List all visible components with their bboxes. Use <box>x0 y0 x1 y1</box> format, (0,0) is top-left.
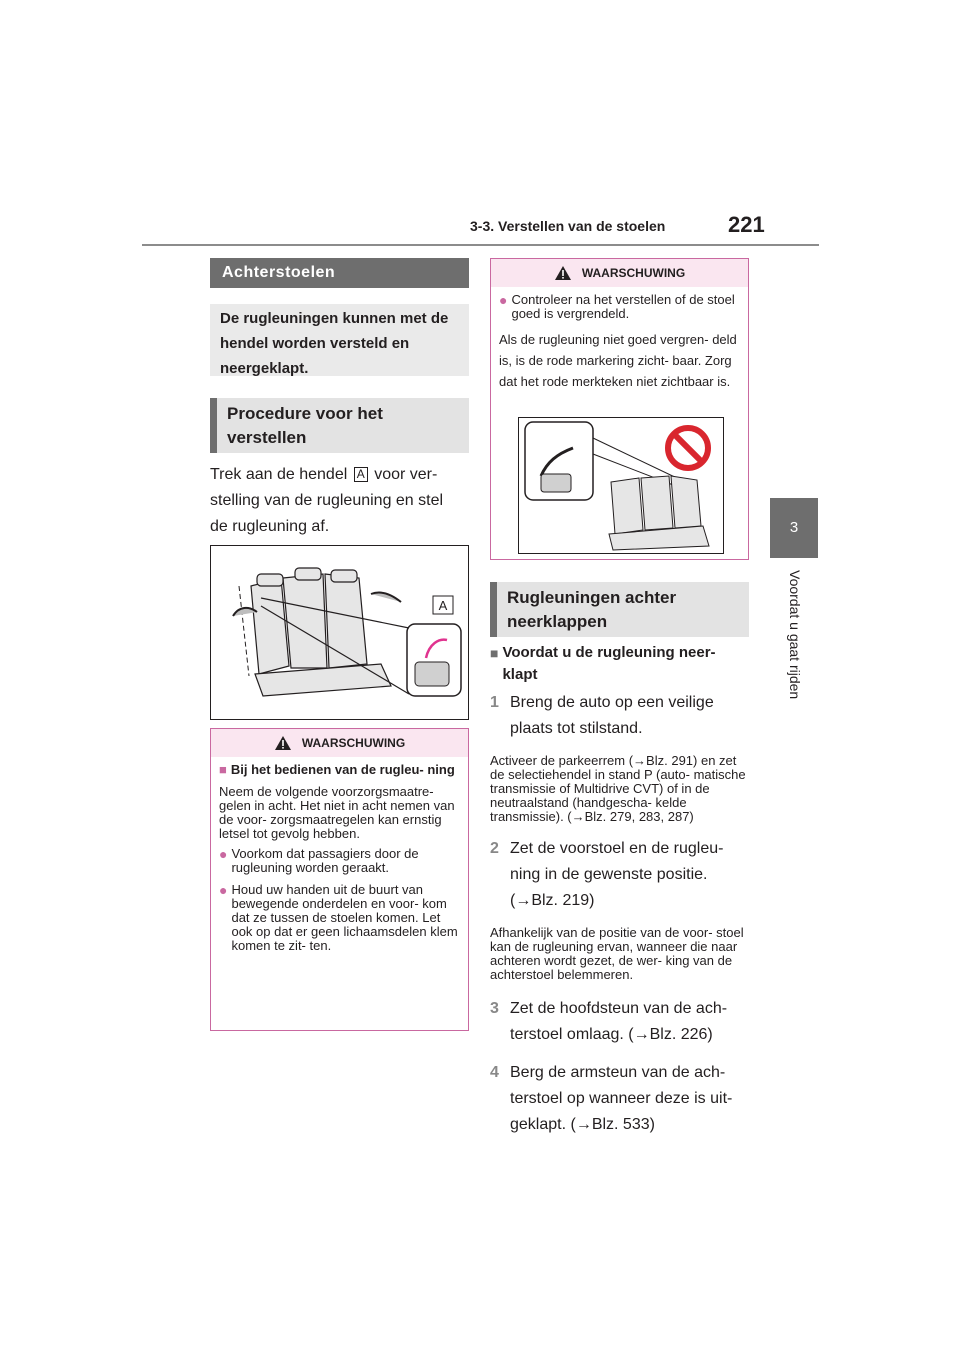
rear-seat-illustration <box>211 546 468 719</box>
warning-triangle-icon <box>274 735 292 751</box>
chapter-side-label <box>775 570 815 720</box>
warning-bullet-1 <box>219 847 460 875</box>
step-2-number: 2 <box>490 840 499 857</box>
square-bullet-icon: ■ <box>490 645 499 661</box>
before-fold-subhead <box>490 642 752 686</box>
warning-triangle-icon <box>554 265 572 281</box>
chapter-tab: 3 <box>770 498 818 558</box>
seat-lever-figure <box>210 545 469 720</box>
step-3-text: Zet de hoofdsteun van de ach- terstoel omlaag. (→Blz. 226) <box>510 1000 728 1043</box>
step-2-note: Afhankelijk van de positie van de voor- stoel kan de rugleuning ervan, wanneer die naar achteren wordt gezet, de wer- king van de achterstoel belemmeren. <box>490 925 744 982</box>
step-2 <box>490 836 752 914</box>
lock-indicator-figure <box>518 417 724 554</box>
bullet-dot-icon: ● <box>219 846 228 862</box>
section-title: Achterstoelen <box>210 258 469 288</box>
running-header-section: 3-3. Verstellen van de stoelen <box>470 218 666 234</box>
step-1 <box>490 690 752 742</box>
warning-box-right <box>490 258 749 560</box>
step-4-number: 4 <box>490 1064 499 1081</box>
before-fold-subhead-text: Voordat u de rugleuning neer- klapt <box>502 644 716 683</box>
warning-bullet-2 <box>219 883 460 953</box>
warning-header <box>211 729 468 757</box>
square-bullet-icon: ■ <box>219 762 227 777</box>
chapter-title: Voordat u gaat rijden <box>787 570 803 700</box>
instruction-text <box>210 462 460 540</box>
bullet-dot-icon: ● <box>219 882 228 898</box>
warning-subhead <box>219 763 460 777</box>
fold-section-title: Rugleuningen achter neerklappen <box>490 582 749 637</box>
lock-indicator-illustration <box>519 418 723 553</box>
step-1-number: 1 <box>490 694 499 711</box>
step-3 <box>490 996 752 1048</box>
instruction-post: voor ver- stelling van de rugleuning en stel de rugleuning af. <box>210 466 444 535</box>
warning-header <box>491 259 748 287</box>
fold-procedure <box>490 642 752 1138</box>
step-4 <box>490 1060 752 1138</box>
warning-bullet <box>499 293 740 321</box>
intro-box: De rugleuningen kunnen met de hendel worden versteld en neergeklapt. <box>210 304 469 376</box>
warning-box-left <box>210 728 469 1031</box>
callout-a-label: A <box>354 467 368 482</box>
warning-paragraph: Als de rugleuning niet goed vergren- deld is, is de rode markering zicht- baar. Zorg dat het rode merkteken niet zichtbaar is. <box>499 332 737 389</box>
warning-bullet-text: Controleer na het verstellen of de stoel goed is vergrendeld. <box>511 292 735 321</box>
step-1-text: Breng de auto op een veilige plaats tot stilstand. <box>510 694 714 737</box>
step-4-text: Berg de armsteun van de ach- terstoel op wanneer deze is uit- geklapt. (→Blz. 533) <box>510 1064 733 1133</box>
step-1-note: Activeer de parkeerrem (→Blz. 291) en zet de selectiehendel in stand P (auto- matische transmissie of Multidrive CVT) of in de neutraalstand (handgescha- kelde transmissie). (→Blz. 279, 283, 287) <box>490 753 746 824</box>
procedure-title: Procedure voor het verstellen <box>210 398 469 453</box>
step-3-number: 3 <box>490 1000 499 1017</box>
page-number: 221 <box>728 212 765 237</box>
header-rule <box>142 244 819 246</box>
instruction-pre: Trek aan de hendel <box>210 466 348 483</box>
step-2-text: Zet de voorstoel en de rugleu- ning in de gewenste positie. (→Blz. 219) <box>510 840 724 909</box>
warning-title: WAARSCHUWING <box>301 736 406 750</box>
warning-title: WAARSCHUWING <box>581 266 686 280</box>
warning-subhead-text: Bij het bedienen van de rugleu- ning <box>230 762 455 777</box>
figure-label-a: A <box>438 598 448 613</box>
warning-bullet-2-text: Houd uw handen uit de buurt van bewegende onderdelen en voor- kom dat ze tussen de stoelen komen. Let ook op dat er geen lichaamsdelen klem komen te zit- ten. <box>231 882 458 953</box>
warning-bullet-1-text: Voorkom dat passagiers door de rugleuning worden geraakt. <box>231 846 419 875</box>
warning-paragraph: Neem de volgende voorzorgsmaatre- gelen in acht. Het niet in acht nemen van de voor- zorgsmaatregelen kan ernstig letsel tot gevolg hebben. <box>219 784 455 841</box>
bullet-dot-icon: ● <box>499 292 508 308</box>
